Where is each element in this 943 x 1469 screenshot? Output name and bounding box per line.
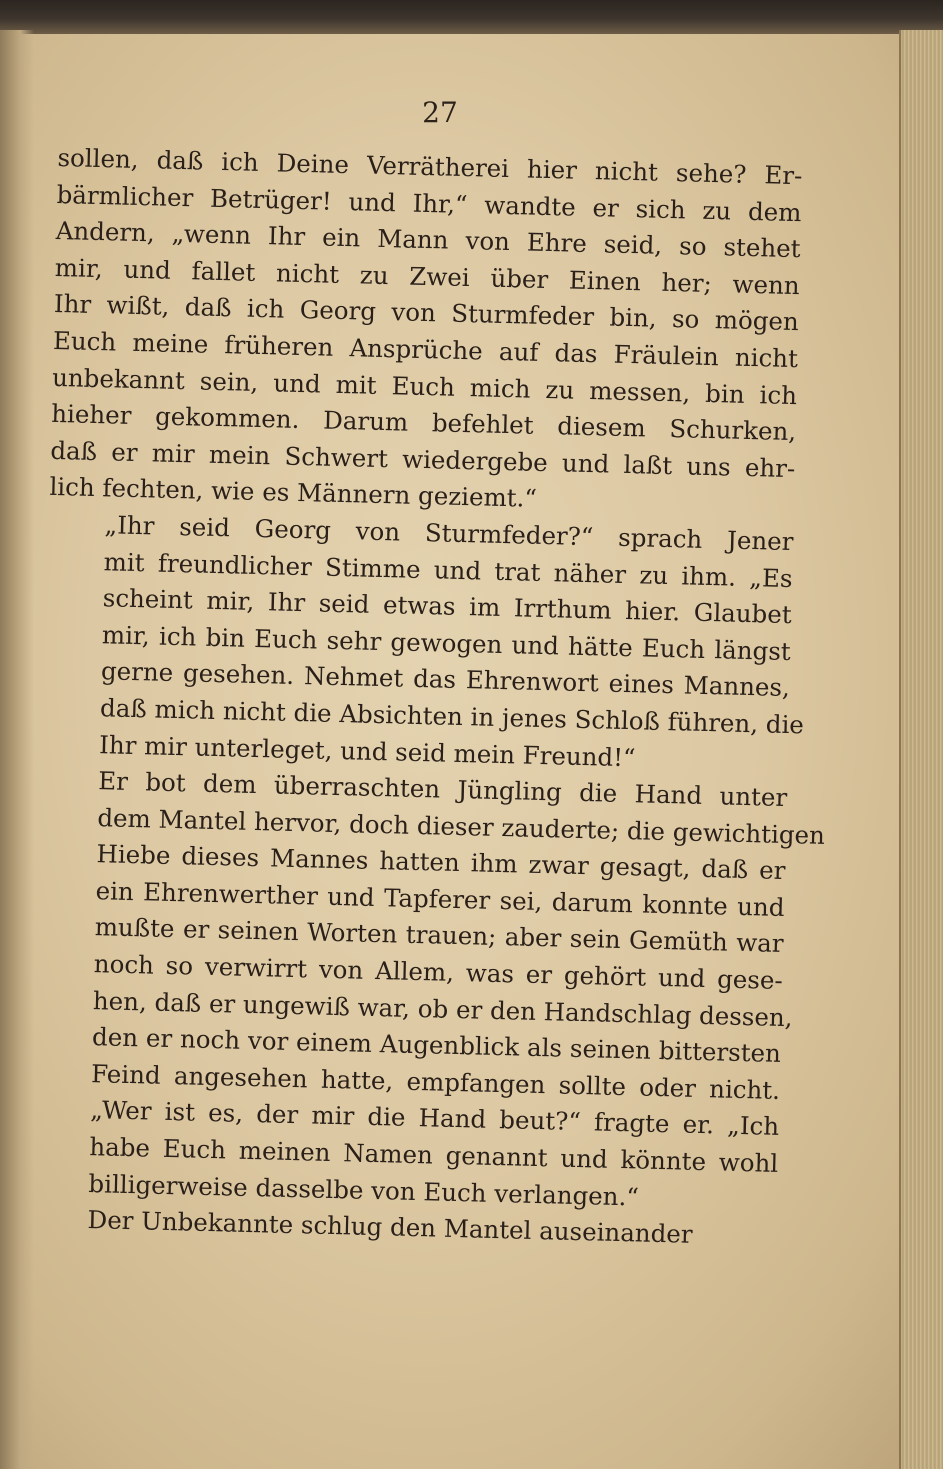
text-line: dem Mantel hervor, doch dieser zauderte; die gewichtigen — [97, 802, 826, 850]
text-line: mir, ich bin Euch sehr gewogen und hätte Euch längst — [101, 619, 792, 666]
text-line: hen, daß er ungewiß war, ob er den Handschlag dessen, — [92, 985, 793, 1032]
body-text — [31, 140, 826, 1256]
text-line: bärmlicher Betrüger! und Ihr,“ wandte er sich zu dem — [56, 179, 802, 227]
text-line: Ihr mir unterleget, und seid mein Freund!“ — [98, 729, 636, 772]
text-line: sollen, daß ich Deine Verrätherei hier nicht sehe? Er- — [57, 142, 803, 191]
text-line: ein Ehrenwerther und Tapferer sei, darum konnte und — [95, 876, 785, 922]
text-line: daß er mir mein Schwert wiedergebe und laßt uns ehr- — [50, 435, 796, 483]
text-line: Euch meine früheren Ansprüche auf das Fräulein nicht — [52, 325, 799, 374]
text-line: daß mich nicht die Absichten in jenes Schloß führen, die — [99, 693, 805, 740]
text-line: mußte er seinen Worten trauen; aber sein Gemüth war — [94, 912, 784, 959]
text-line: Feind angesehen hatte, empfangen sollte oder nicht. — [90, 1058, 781, 1105]
text-line: mit freundlicher Stimme und trat näher zu ihm. „Es — [103, 546, 793, 593]
text-line: Der Unbekannte schlug den Mantel auseinander — [87, 1205, 693, 1250]
text-line: „Wer ist es, der mir die Hand beut?“ fragte er. „Ich — [89, 1095, 780, 1142]
text-line: unbekannt sein, und mit Euch mich zu messen, bin ich — [51, 362, 798, 410]
text-line: hieher gekommen. Darum befehlet diesem Schurken, — [50, 399, 797, 447]
text-line: Ihr wißt, daß ich Georg von Sturmfeder bin, so mögen — [53, 289, 800, 337]
paragraph — [32, 762, 826, 1219]
text-line: gerne gesehen. Nehmet das Ehrenwort eines Mannes, — [100, 656, 791, 703]
text-line: den er noch vor einem Augenblick als seinen bittersten — [91, 1022, 782, 1069]
text-line: lich fechten, wie es Männern geziemt.“ — [49, 472, 538, 514]
text-line: billigerweise dasselbe von Euch verlangen.“ — [88, 1168, 640, 1212]
text-line: mir, und fallet nicht zu Zwei über Einen her; wenn — [54, 252, 801, 300]
paragraph — [43, 506, 805, 780]
text-line: Er bot dem überraschten Jüngling die Hand unter — [98, 766, 788, 813]
paragraph — [49, 140, 803, 524]
binding-gutter — [0, 30, 34, 1469]
text-line: scheint mir, Ihr seid etwas im Irrthum hier. Glaubet — [102, 583, 792, 630]
book-top-edge — [0, 0, 943, 34]
text-line: habe Euch meinen Namen genannt und könnte wohl — [89, 1132, 779, 1178]
page-fore-edge — [899, 30, 943, 1469]
text-line: „Ihr seid Georg von Sturmfeder?“ sprach Jener — [104, 510, 794, 557]
page-number: 27 — [422, 96, 458, 129]
text-line: Andern, „wenn Ihr ein Mann von Ehre seid, so stehet — [55, 216, 801, 264]
text-line: Hiebe dieses Mannes hatten ihm zwar gesagt, daß er — [96, 839, 786, 886]
text-line: noch so verwirrt von Allem, was er gehört und gese- — [93, 949, 784, 996]
